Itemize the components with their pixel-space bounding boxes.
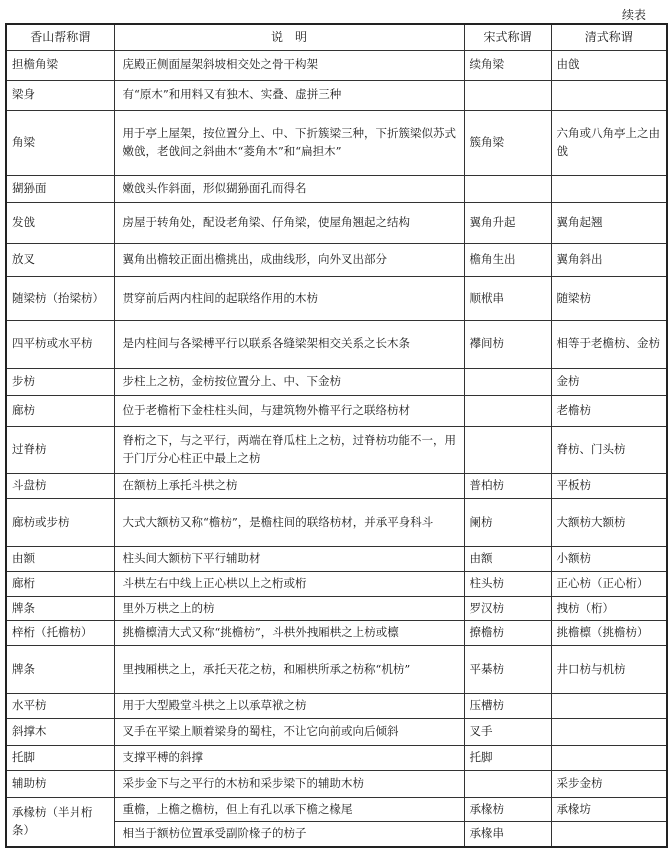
description: 房屋于转角处，配设老角梁、仔角梁，使屋角翘起之结构 (114, 202, 464, 243)
song-term: 叉手 (464, 718, 551, 745)
table-row (6, 426, 667, 474)
xiangshan-term: 托脚 (6, 745, 114, 770)
song-term: 平棊枋 (464, 646, 551, 694)
xiangshan-term: 担檐角梁 (6, 50, 114, 80)
header-song: 宋式称谓 (464, 24, 551, 50)
qing-term (551, 80, 667, 110)
description: 采步金下与之平行的木枋和采步梁下的辅助木枋 (114, 770, 464, 797)
song-term: 承椽枋 (464, 797, 551, 822)
table-row (6, 277, 667, 321)
xiangshan-term: 过脊枋 (6, 426, 114, 474)
qing-term: 金枋 (551, 368, 667, 395)
description: 里拽厢栱之上，承托天花之枋，和厢栱所承之枋称“机枋” (114, 646, 464, 694)
qing-term: 脊枋、门头枋 (551, 426, 667, 474)
song-term: 襻间枋 (464, 320, 551, 368)
table-row (6, 596, 667, 621)
table-row (6, 368, 667, 395)
table-row (6, 80, 667, 110)
qing-term: 承椽坊 (551, 797, 667, 822)
description: 用于大型殿堂斗栱之上以承草袱之枋 (114, 693, 464, 718)
table-row (6, 395, 667, 426)
table-row (6, 718, 667, 745)
qing-term: 随梁枋 (551, 277, 667, 321)
song-term: 托脚 (464, 745, 551, 770)
table-row (6, 571, 667, 596)
song-term: 柱头枋 (464, 571, 551, 596)
xiangshan-term: 水平枋 (6, 693, 114, 718)
description: 有“原木”和用料又有独木、实叠、虚拼三种 (114, 80, 464, 110)
description: 大式大额枋又称“檐枋”，是檐柱间的联络枋材，并承平身科斗 (114, 499, 464, 547)
description: 重檐，上檐之檐枋，但上有孔以承下檐之椽尾 (114, 797, 464, 822)
xiangshan-term: 发戗 (6, 202, 114, 243)
description: 用于亭上屋架，按位置分上、中、下折簇梁三种，下折簇梁似苏式嫩戗，老戗间之斜曲木“菱角木”和“扁担木” (114, 110, 464, 175)
description: 庑殿正侧面屋架斜坡相交处之骨干构架 (114, 50, 464, 80)
song-term (464, 175, 551, 202)
terminology-table (5, 23, 668, 848)
qing-term: 老檐枋 (551, 395, 667, 426)
table-row (6, 797, 667, 822)
qing-term: 井口枋与机枋 (551, 646, 667, 694)
continued-label: 续表 (621, 8, 646, 22)
song-term (464, 80, 551, 110)
song-term: 翼角升起 (464, 202, 551, 243)
description: 位于老檐桁下金柱柱头间，与建筑物外檐平行之联络枋材 (114, 395, 464, 426)
song-term: 普柏枋 (464, 474, 551, 499)
header-row (6, 24, 667, 50)
table-row (6, 745, 667, 770)
qing-term (551, 693, 667, 718)
qing-term (551, 718, 667, 745)
description: 支撑平榑的斜撑 (114, 745, 464, 770)
qing-term: 采步金枋 (551, 770, 667, 797)
table-row (6, 770, 667, 797)
song-term (464, 426, 551, 474)
xiangshan-term: 随梁枋（抬梁枋） (6, 277, 114, 321)
xiangshan-term: 牌条 (6, 596, 114, 621)
song-term: 簇角梁 (464, 110, 551, 175)
xiangshan-term: 辅助枋 (6, 770, 114, 797)
description: 翼角出檐较正面出檐挑出，成曲线形，向外叉出部分 (114, 244, 464, 277)
xiangshan-term: 放叉 (6, 244, 114, 277)
header-xiangshan: 香山帮称谓 (6, 24, 114, 50)
table-row (6, 546, 667, 571)
xiangshan-term: 梁身 (6, 80, 114, 110)
xiangshan-term: 四平枋或水平枋 (6, 320, 114, 368)
description: 挑檐檩清大式又称“挑檐枋”，斗栱外拽厢栱之上枋或檩 (114, 621, 464, 646)
qing-term: 大额枋大额枋 (551, 499, 667, 547)
xiangshan-term: 牌条 (6, 646, 114, 694)
song-term (464, 368, 551, 395)
qing-term: 翼角斜出 (551, 244, 667, 277)
song-term: 由额 (464, 546, 551, 571)
song-term (464, 770, 551, 797)
description: 在额枋上承托斗栱之枋 (114, 474, 464, 499)
xiangshan-term: 猢狲面 (6, 175, 114, 202)
qing-term: 拽枋（桁） (551, 596, 667, 621)
description: 里外万栱之上的枋 (114, 596, 464, 621)
table-row (6, 646, 667, 694)
xiangshan-term: 角梁 (6, 110, 114, 175)
song-term: 压槽枋 (464, 693, 551, 718)
song-term: 檐角生出 (464, 244, 551, 277)
table-row (6, 474, 667, 499)
qing-term: 六角或八角亭上之由戗 (551, 110, 667, 175)
description: 叉手在平梁上顺着梁身的蜀柱，不让它向前或向后倾斜 (114, 718, 464, 745)
qing-term: 挑檐檩（挑檐枋） (551, 621, 667, 646)
xiangshan-term: 斜撑木 (6, 718, 114, 745)
description: 脊桁之下，与之平行，两端在脊瓜柱上之枋，过脊枋功能不一，用于门厅分心柱正中最上之枋 (114, 426, 464, 474)
xiangshan-term: 廊枋 (6, 395, 114, 426)
xiangshan-term: 步枋 (6, 368, 114, 395)
table-row (6, 621, 667, 646)
table-row (6, 320, 667, 368)
description: 柱头间大额枋下平行辅助材 (114, 546, 464, 571)
xiangshan-term: 斗盘枋 (6, 474, 114, 499)
table-row (6, 110, 667, 175)
table-row (6, 499, 667, 547)
qing-term: 正心枋（正心桁） (551, 571, 667, 596)
qing-term: 翼角起翘 (551, 202, 667, 243)
description: 斗栱左右中线上正心栱以上之桁或桁 (114, 571, 464, 596)
qing-term (551, 745, 667, 770)
xiangshan-term: 承椽枋（半爿桁条） (6, 797, 114, 847)
description: 嫩戗头作斜面，形似猢狲面孔而得名 (114, 175, 464, 202)
header-description: 说 明 (114, 24, 464, 50)
table-row (6, 244, 667, 277)
song-term: 阑枋 (464, 499, 551, 547)
xiangshan-term: 由额 (6, 546, 114, 571)
header-qing: 清式称谓 (551, 24, 667, 50)
song-term: 顺栿串 (464, 277, 551, 321)
song-term (464, 395, 551, 426)
description: 贯穿前后两内柱间的起联络作用的木枋 (114, 277, 464, 321)
description: 步柱上之枋，金枋按位置分上、中、下金枋 (114, 368, 464, 395)
qing-term: 相等于老檐枋、金枋 (551, 320, 667, 368)
qing-term (551, 822, 667, 847)
description: 相当于额枋位置承受副阶椽子的枋子 (114, 822, 464, 847)
song-term: 罗汉枋 (464, 596, 551, 621)
description: 是内柱间与各梁榑平行以联系各缝梁架相交关系之长木条 (114, 320, 464, 368)
qing-term: 小额枋 (551, 546, 667, 571)
table-row (6, 693, 667, 718)
xiangshan-term: 廊枋或步枋 (6, 499, 114, 547)
qing-term: 平板枋 (551, 474, 667, 499)
table-row (6, 175, 667, 202)
xiangshan-term: 廊桁 (6, 571, 114, 596)
table-row (6, 50, 667, 80)
qing-term (551, 175, 667, 202)
qing-term: 由戗 (551, 50, 667, 80)
song-term: 承椽串 (464, 822, 551, 847)
xiangshan-term: 梓桁（托檐枋） (6, 621, 114, 646)
table-row (6, 202, 667, 243)
song-term: 撩檐枋 (464, 621, 551, 646)
song-term: 续角梁 (464, 50, 551, 80)
